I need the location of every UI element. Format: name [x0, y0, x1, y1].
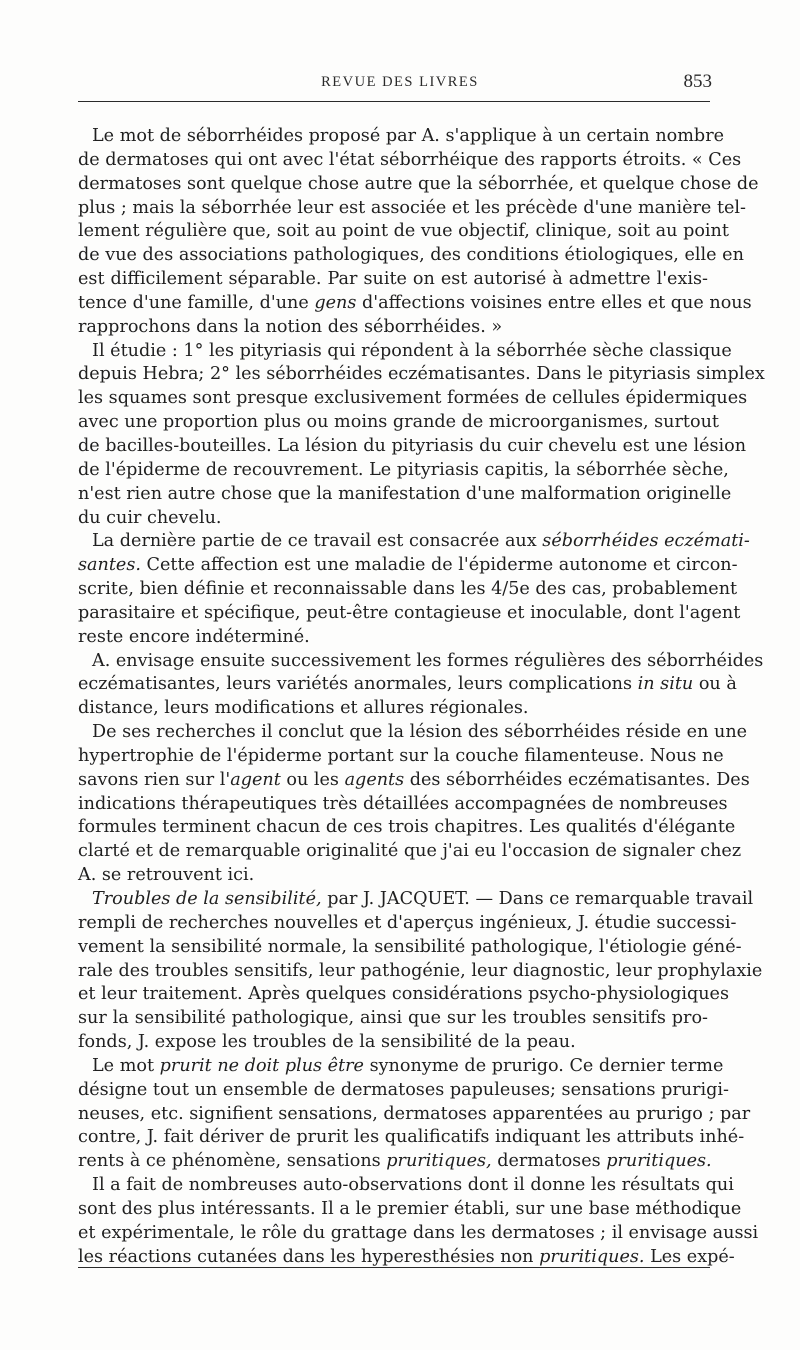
- text-run: de vue des associations pathologiques, des conditions étiologiques, elle en: [78, 245, 744, 266]
- text-line: [78, 197, 746, 221]
- italic-text: in situ: [637, 674, 694, 695]
- text-line: [78, 602, 741, 626]
- text-run: clarté et de remarquable originalité que j'ai eu l'occasion de signaler chez: [78, 841, 742, 862]
- italic-text: pruritiques,: [386, 1151, 492, 1172]
- text-run: dermatoses: [491, 1151, 607, 1172]
- text-run: et expérimentale, le rôle du grattage dans les dermatoses ; il envisage aussi: [78, 1222, 759, 1243]
- text-line: [78, 936, 742, 960]
- text-run: Le mot: [92, 1055, 160, 1076]
- text-run: hypertrophie de l'épiderme portant sur la couche filamenteuse. Nous ne: [78, 745, 724, 766]
- text-run: lement régulière que, soit au point de vue objectif, clinique, soit au point: [78, 221, 729, 242]
- italic-text: pruritiques.: [606, 1151, 712, 1172]
- text-run: les squames sont presque exclusivement formées de cellules épidermiques: [78, 388, 748, 409]
- italic-text: séborrhéides eczémati-: [542, 531, 750, 552]
- text-run: rapprochons dans la notion des séborrhéides. »: [78, 316, 503, 337]
- text-line: [78, 1055, 724, 1079]
- text-run: de bacilles-bouteilles. La lésion du pityriasis du cuir chevelu est une lésion: [78, 435, 747, 456]
- text-line: [78, 673, 737, 697]
- body-text: [78, 125, 765, 1270]
- text-line: [78, 721, 748, 745]
- text-line: [78, 960, 763, 984]
- text-run: La dernière partie de ce travail est consacrée aux: [92, 531, 543, 552]
- text-line: [78, 387, 748, 411]
- running-header: REVUE DES LIVRES: [321, 74, 479, 90]
- page-number: 853: [683, 71, 712, 92]
- italic-text: santes.: [78, 555, 141, 576]
- text-run: ou les: [280, 769, 345, 790]
- text-run: rale des troubles sensitifs, leur pathogénie, leur diagnostic, leur prophylaxie: [78, 960, 763, 981]
- text-line: [78, 745, 724, 769]
- text-line: [78, 1198, 742, 1222]
- text-line: [78, 411, 719, 435]
- text-run: formules terminent chacun de ces trois chapitres. Les qualités d'élégante: [78, 817, 736, 838]
- italic-text: agents: [344, 769, 405, 790]
- text-run: Il a fait de nombreuses auto-observations dont il donne les résultats qui: [92, 1175, 734, 1196]
- text-line: [78, 816, 736, 840]
- text-run: n'est rien autre chose que la manifestation d'une malformation originelle: [78, 483, 732, 504]
- text-line: [78, 363, 765, 387]
- text-line: [78, 912, 737, 936]
- italic-text: Troubles de la sensibilité,: [92, 889, 322, 909]
- text-run: reste encore indéterminé.: [78, 626, 310, 647]
- text-run: A. se retrouvent ici.: [78, 865, 255, 886]
- text-run: tence d'une famille, d'une: [78, 292, 315, 313]
- text-line: [78, 1150, 712, 1174]
- text-run: est difficilement séparable. Par suite on est autorisé à admettre l'exis-: [78, 269, 708, 290]
- text-line: [78, 1103, 751, 1127]
- text-line: [78, 1246, 735, 1270]
- text-line: [78, 435, 747, 459]
- italic-text: prurit ne doit plus être: [159, 1055, 364, 1076]
- text-run: sont des plus intéressants. Il a le premier établi, sur une base méthodique: [78, 1198, 742, 1219]
- text-run: fonds, J. expose les troubles de la sensibilité de la peau.: [78, 1032, 576, 1053]
- text-run: neuses, etc. signifient sensations, dermatoses apparentées au prurigo ; par: [78, 1103, 751, 1124]
- text-line: [78, 1126, 745, 1150]
- text-run: plus ; mais la séborrhée leur est associée et les précède d'une manière tel-: [78, 197, 746, 218]
- text-run: scrite, bien définie et reconnaissable dans les 4/5e des cas, probablement: [78, 579, 738, 600]
- footer-rule: [78, 1267, 710, 1268]
- text-run: Les expé-: [644, 1246, 735, 1267]
- text-run: parasitaire et spécifique, peut-être contagieuse et inoculable, dont l'agent: [78, 602, 741, 623]
- text-line: [78, 220, 729, 244]
- text-line: [78, 554, 738, 578]
- text-run: rempli de recherches nouvelles et d'aperçus ingénieux, J. étudie successi-: [78, 912, 737, 933]
- text-line: [78, 1174, 734, 1198]
- text-run: dermatoses sont quelque chose autre que la séborrhée, et quelque chose de: [78, 173, 759, 194]
- text-line: [78, 650, 764, 674]
- text-run: Le mot de séborrhéides proposé par A. s'applique à un certain nombre: [92, 126, 725, 146]
- text-line: [78, 983, 730, 1007]
- text-line: [78, 578, 738, 602]
- text-run: par J. JACQUET. — Dans ce remarquable travail: [321, 889, 754, 909]
- text-line: [78, 840, 742, 864]
- text-line: [78, 888, 754, 912]
- text-line: [78, 769, 750, 793]
- text-line: [78, 626, 708, 650]
- text-run: eczématisantes, leurs variétés anormales, leurs complications: [78, 674, 638, 695]
- text-line: [78, 1222, 759, 1246]
- text-run: savons rien sur l': [78, 769, 231, 790]
- text-line: [78, 793, 728, 817]
- text-line: [78, 1031, 708, 1055]
- text-line: [78, 244, 744, 268]
- text-run: distance, leurs modifications et allures régionales.: [78, 698, 529, 719]
- text-run: Il étudie : 1° les pityriasis qui répondent à la séborrhée sèche classique: [92, 340, 732, 361]
- text-run: désigne tout un ensemble de dermatoses papuleuses; sensations prurigi-: [78, 1079, 729, 1100]
- text-line: [78, 292, 752, 316]
- text-line: [78, 864, 708, 888]
- italic-text: pruritiques.: [539, 1246, 645, 1267]
- text-run: des séborrhéides eczématisantes. Des: [404, 769, 750, 790]
- header-rule: [78, 101, 710, 102]
- text-run: les réactions cutanées dans les hyperesthésies non: [78, 1246, 540, 1267]
- text-run: avec une proportion plus ou moins grande de microorganismes, surtout: [78, 412, 719, 433]
- text-line: [78, 507, 708, 531]
- italic-text: agent: [230, 769, 281, 790]
- text-run: depuis Hebra; 2° les séborrhéides eczématisantes. Dans le pityriasis simplex: [78, 364, 765, 385]
- text-run: vement la sensibilité normale, la sensibilité pathologique, l'étiologie géné-: [78, 936, 742, 957]
- text-run: rents à ce phénomène, sensations: [78, 1151, 387, 1172]
- text-line: [78, 149, 742, 173]
- text-line: [78, 459, 729, 483]
- text-line: [78, 340, 732, 364]
- text-line: [78, 697, 708, 721]
- text-line: [78, 1079, 729, 1103]
- text-run: de dermatoses qui ont avec l'état séborrhéique des rapports étroits. « Ces: [78, 149, 742, 170]
- text-run: contre, J. fait dériver de prurit les qualificatifs indiquant les attributs inhé-: [78, 1127, 745, 1148]
- text-run: de l'épiderme de recouvrement. Le pityriasis capitis, la séborrhée sèche,: [78, 459, 729, 480]
- text-line: [78, 530, 750, 554]
- text-run: indications thérapeutiques très détaillées accompagnées de nombreuses: [78, 793, 728, 814]
- text-run: et leur traitement. Après quelques considérations psycho-physiologiques: [78, 984, 730, 1005]
- text-run: d'affections voisines entre elles et que nous: [356, 292, 752, 313]
- italic-text: gens: [314, 292, 357, 313]
- text-run: ou à: [693, 674, 737, 695]
- text-run: du cuir chevelu.: [78, 507, 222, 528]
- text-line: [78, 173, 759, 197]
- text-line: [78, 125, 725, 149]
- text-run: sur la sensibilité pathologique, ainsi que sur les troubles sensitifs pro-: [78, 1008, 708, 1029]
- text-run: A. envisage ensuite successivement les formes régulières des séborrhéides: [92, 650, 764, 671]
- text-line: [78, 483, 732, 507]
- text-line: [78, 316, 708, 340]
- text-run: Cette affection est une maladie de l'épiderme autonome et circon-: [140, 555, 738, 576]
- text-line: [78, 268, 708, 292]
- text-run: synonyme de prurigo. Ce dernier terme: [363, 1055, 724, 1076]
- text-line: [78, 1007, 708, 1031]
- text-run: De ses recherches il conclut que la lésion des séborrhéides réside en une: [92, 722, 748, 743]
